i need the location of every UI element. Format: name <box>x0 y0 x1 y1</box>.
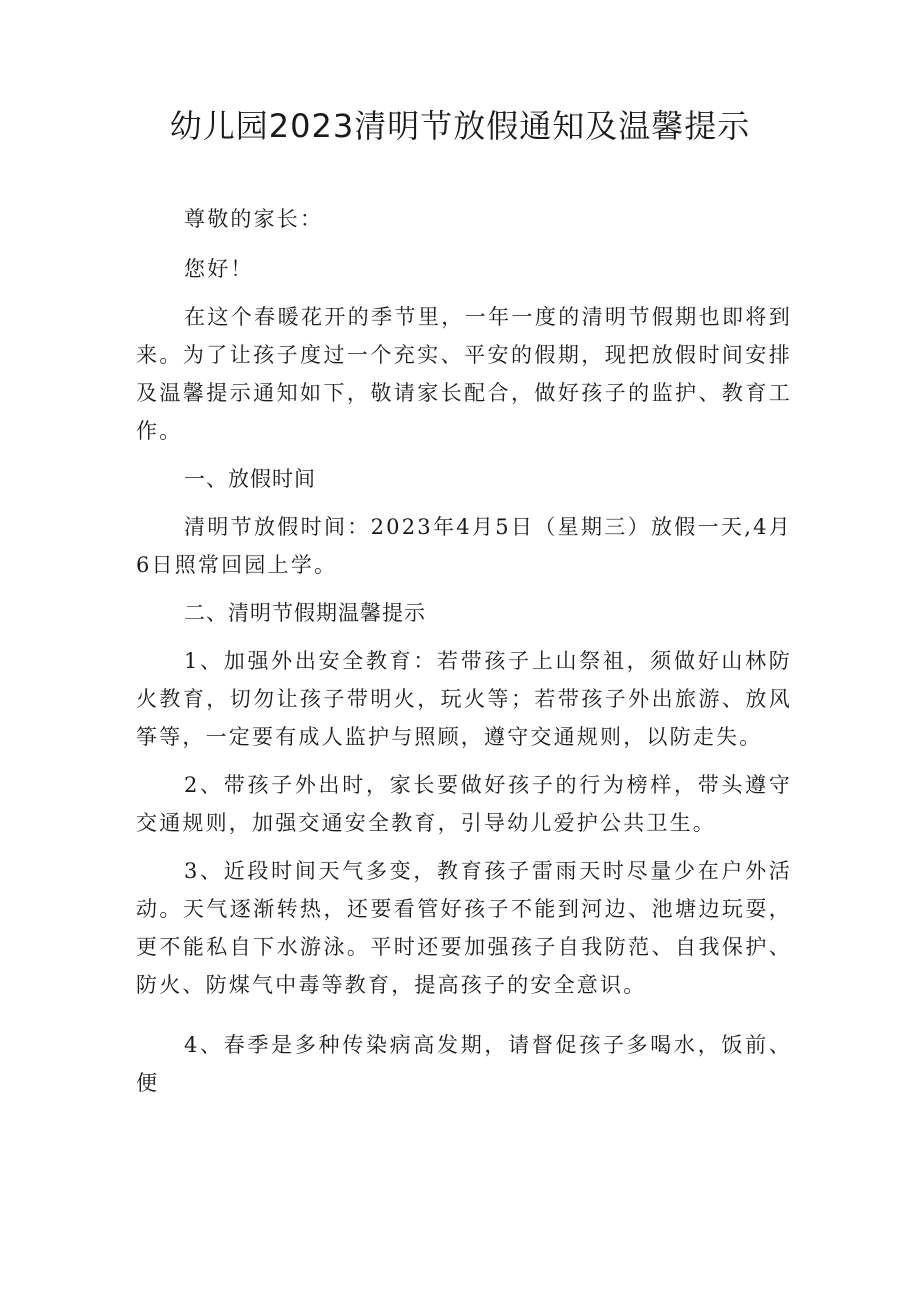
greeting: 您好！ <box>184 257 254 281</box>
paragraph-tip-4: 4、春季是多种传染病高发期，请督促孩子多喝水，饭前、便 <box>136 1033 792 1095</box>
section-heading-holiday-time: 一、放假时间 <box>184 467 316 491</box>
document-body <box>136 200 792 1112</box>
document-title: 幼儿园2023清明节放假通知及温馨提示 <box>169 107 751 145</box>
paragraph-tip-2: 2、带孩子外出时，家长要做好孩子的行为榜样，带头遵守交通规则，加强交通安全教育，引导幼儿爱护公共卫生。 <box>136 773 792 835</box>
intro-paragraph: 在这个春暖花开的季节里，一年一度的清明节假期也即将到来。为了让孩子度过一个充实、平安的假期，现把放假时间安排及温馨提示通知如下，敬请家长配合，做好孩子的监护、教育工作。 <box>136 305 792 443</box>
paragraph-holiday-time: 清明节放假时间：2023年4月5日（星期三）放假一天,4月6日照常回园上学。 <box>136 515 792 577</box>
salutation: 尊敬的家长： <box>184 207 324 231</box>
paragraph-tip-3: 3、近段时间天气多变，教育孩子雷雨天时尽量少在户外活动。天气逐渐转热，还要看管好孩子不能到河边、池塘边玩耍，更不能私自下水游泳。平时还要加强孩子自我防范、自我保护、防火、防煤气中毒等教育，提高孩子的安全意识。 <box>136 859 792 997</box>
section-heading-tips: 二、清明节假期温馨提示 <box>184 601 426 625</box>
paragraph-tip-1: 1、加强外出安全教育：若带孩子上山祭祖，须做好山林防火教育，切勿让孩子带明火，玩火等；若带孩子外出旅游、放风筝等，一定要有成人监护与照顾，遵守交通规则，以防走失。 <box>136 649 792 749</box>
